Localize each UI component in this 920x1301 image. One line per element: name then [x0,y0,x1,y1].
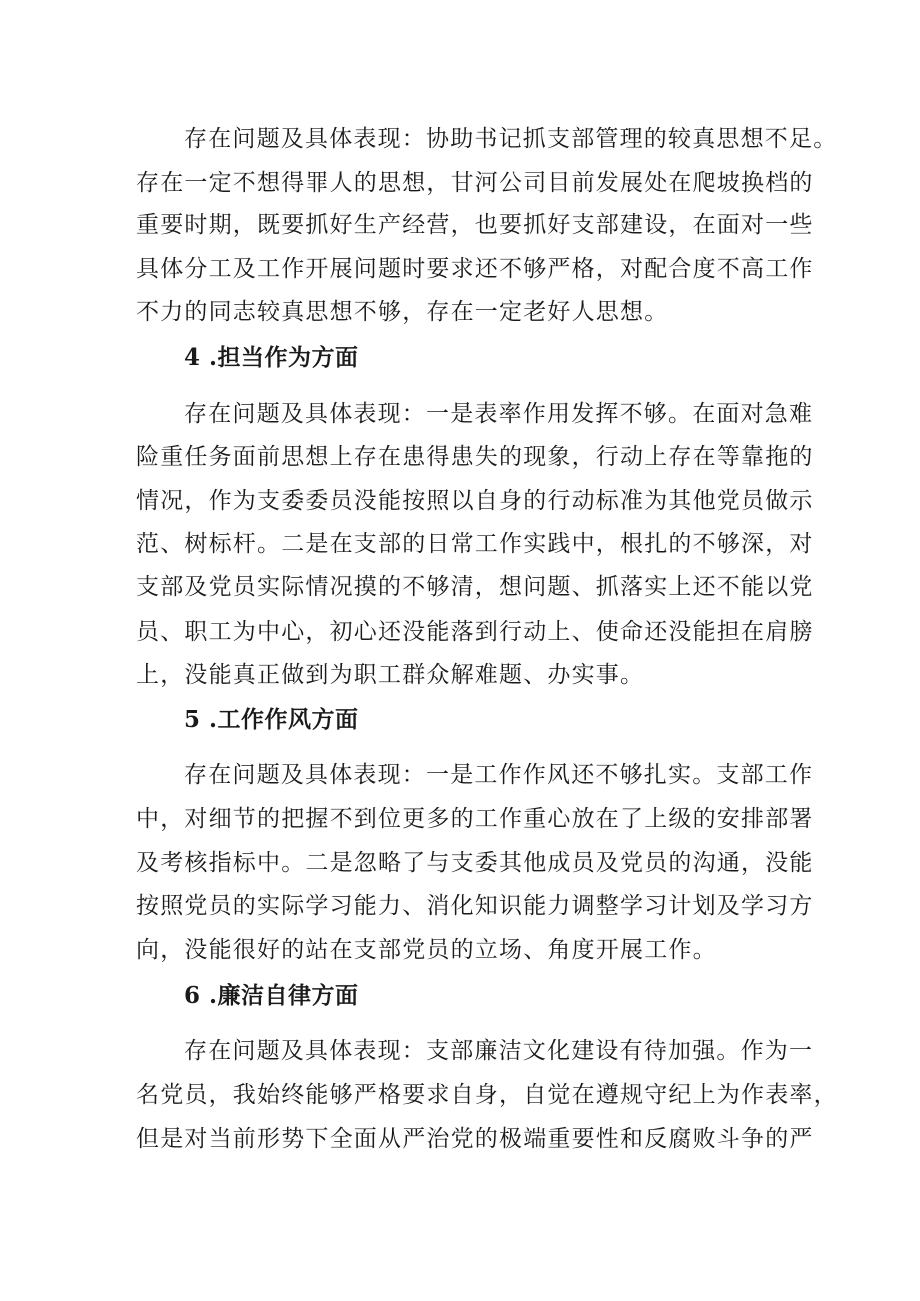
paragraph-line: 险重任务面前思想上存在患得患失的现象，行动上存在等靠拖的 [136,444,814,470]
paragraph-line: 中，对细节的把握不到位更多的工作重心放在了上级的安排部署 [136,806,814,832]
section-heading: 4 .担当作为方面 [184,344,359,371]
paragraph-line: 存在一定不想得罪人的思想，甘河公司目前发展处在爬坡换档的 [136,170,814,196]
paragraph-line: 向，没能很好的站在支部党员的立场、角度开展工作。 [136,937,717,963]
paragraph-line: 存在问题及具体表现：协助书记抓支部管理的较真思想不足。 [184,126,838,152]
section-heading: 6 .廉洁自律方面 [184,982,359,1009]
paragraph-line: 具体分工及工作开展问题时要求还不够严格，对配合度不高工作 [136,256,814,282]
paragraph-line: 但是对当前形势下全面从严治党的极端重要性和反腐败斗争的严 [136,1126,814,1152]
paragraph-line: 名党员，我始终能够严格要求自身，自觉在遵规守纪上为作表率， [136,1082,838,1108]
paragraph-line: 支部及党员实际情况摸的不够清，想问题、抓落实上还不能以党 [136,574,814,600]
section-heading: 5 .工作作风方面 [184,706,359,733]
paragraph-line: 存在问题及具体表现：支部廉洁文化建设有待加强。作为一 [184,1038,814,1064]
paragraph-line: 情况，作为支委委员没能按照以自身的行动标准为其他党员做示 [136,488,814,514]
paragraph-line: 员、职工为中心，初心还没能落到行动上、使命还没能担在肩膀 [136,619,814,645]
paragraph-line: 范、树标杆。二是在支部的日常工作实践中，根扎的不够深，对 [136,531,814,557]
paragraph-line: 重要时期，既要抓好生产经营，也要抓好支部建设，在面对一些 [136,212,814,238]
paragraph-line: 不力的同志较真思想不够，存在一定老好人思想。 [136,299,669,325]
paragraph-line: 及考核指标中。二是忽略了与支委其他成员及党员的沟通，没能 [136,850,814,876]
paragraph-line: 存在问题及具体表现：一是表率作用发挥不够。在面对急难 [184,401,814,427]
paragraph-line: 存在问题及具体表现：一是工作作风还不够扎实。支部工作 [184,762,814,788]
paragraph-line: 上，没能真正做到为职工群众解难题、办实事。 [136,662,645,688]
paragraph-line: 按照党员的实际学习能力、消化知识能力调整学习计划及学习方 [136,893,814,919]
